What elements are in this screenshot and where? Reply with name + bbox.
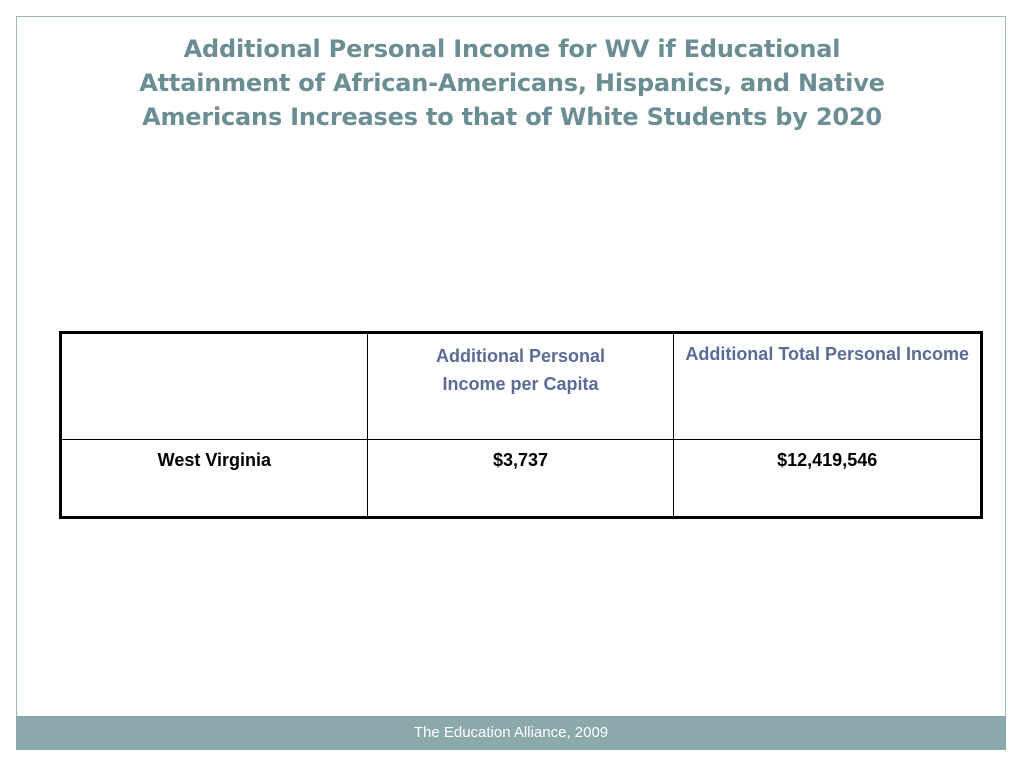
- header-cell-total-income: Additional Total Personal Income: [674, 333, 982, 440]
- title-line-1: Additional Personal Income for WV if Educational: [183, 35, 841, 63]
- slide-title: [50, 32, 974, 134]
- header-per-capita-line-1: Additional Personal: [436, 346, 606, 366]
- footer-text: The Education Alliance, 2009: [413, 724, 609, 741]
- title-line-3: Americans Increases to that of White Students by 2020: [142, 103, 882, 131]
- table-row: [61, 440, 982, 518]
- footer-bar: [16, 716, 1006, 750]
- header-cell-empty: [61, 333, 368, 440]
- header-per-capita-line-2: Income per Capita: [442, 374, 599, 394]
- table-header-row: [61, 333, 982, 440]
- title-line-2: Attainment of African-Americans, Hispanics, and Native: [139, 69, 885, 97]
- cell-per-capita-value: $3,737: [367, 440, 674, 518]
- cell-total-income-value: $12,419,546: [674, 440, 982, 518]
- income-table: [59, 331, 983, 519]
- row-label-state: West Virginia: [61, 440, 368, 518]
- header-cell-per-capita: [367, 333, 674, 440]
